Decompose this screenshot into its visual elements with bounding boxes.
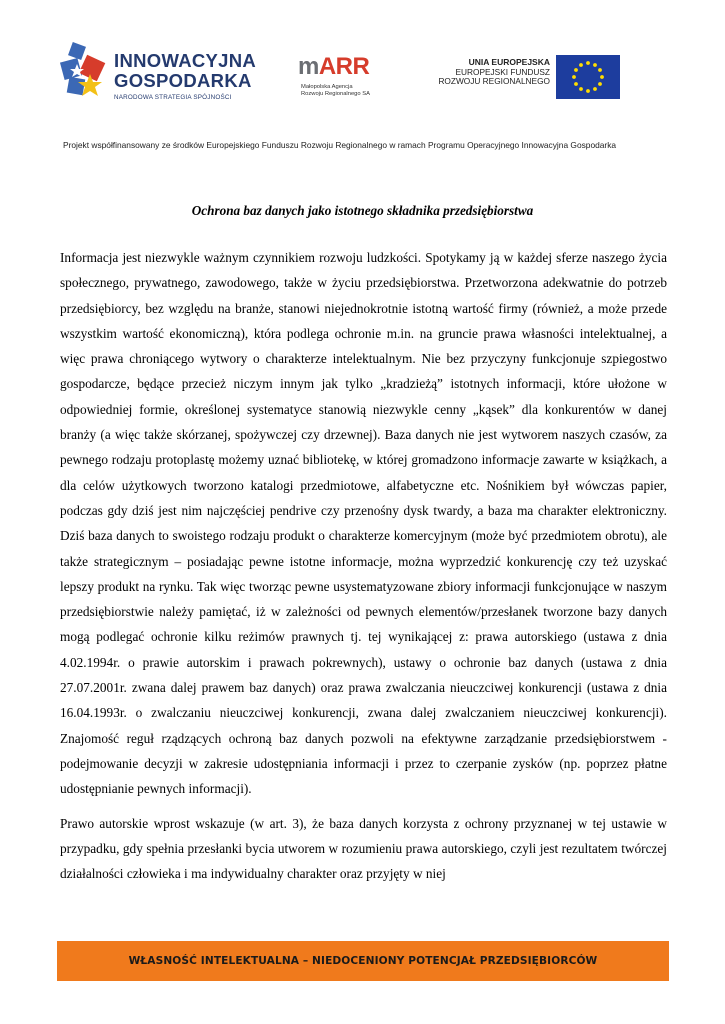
ig-logo-line2: GOSPODARKA xyxy=(114,70,252,91)
marr-wordmark xyxy=(298,55,369,79)
cofinancing-note: Projekt współfinansowany ze środków Europejskiego Funduszu Rozwoju Regionalnego w ramach Programu Operacyjnego Innowacyjna Gospodarka xyxy=(63,140,617,150)
marr-arr: ARR xyxy=(318,53,370,80)
document-body xyxy=(60,245,667,895)
eu-logo-text xyxy=(420,58,550,87)
marr-subtitle-2: Rozwoju Regionalnego SA xyxy=(301,91,370,97)
eu-flag-icon xyxy=(556,55,620,99)
header-logos xyxy=(0,0,725,125)
marr-m: m xyxy=(298,53,319,80)
marr-subtitle-1: Małopolska Agencja xyxy=(301,84,353,90)
marr-logo xyxy=(298,55,398,105)
footer-banner xyxy=(57,941,669,981)
paragraph-2: Prawo autorskie wprost wskazuje (w art. 3), że baza danych korzysta z ochrony przyznanej w tej ustawie w przypadku, gdy spełnia przesłanki bycia utworem w rozumieniu prawa autorskiego, czyli jest rezultatem twórczej działalności człowieka i ma indywidualny charakter oraz przyjęty w niej xyxy=(60,815,667,882)
eu-line1: UNIA EUROPEJSKA xyxy=(468,57,550,67)
eu-line2: EUROPEJSKI FUNDUSZ xyxy=(455,66,550,77)
ig-logo-subtitle: NARODOWA STRATEGIA SPÓJNOŚCI xyxy=(114,94,232,101)
eu-line3: ROZWOJU REGIONALNEGO xyxy=(438,76,550,87)
document-title: Ochrona baz danych jako istotnego składnika przedsiębiorstwa xyxy=(191,203,534,218)
ig-star-mark-icon xyxy=(60,40,112,102)
innowacyjna-gospodarka-logo xyxy=(60,40,260,102)
paragraph-1: Informacja jest niezwykle ważnym czynnikiem rozwoju ludzkości. Spotykamy ją w każdej sferze naszego życia społecznego, prywatnego, zawodowego, także w życiu przedsiębiorstwa. Przetworzona adekwatnie do potrzeb przedsiębiorcy, bez względu na branże, stanowi niejednokrotnie istotną wartość firmy (również, a może przede wszystkim wartość ekonomiczną), która podlega ochronie m.in. na gruncie prawa własności intelektualnej, a więc prawa chroniącego wytwory o charakterze intelektualnym. Nie bez przyczyny funkcjonuje szpiegostwo gospodarcze, będące przecież niczym innym jak tylko „kradzieżą” istotnych informacji, które ułożone w odpowiedniej formie, określonej systematyce stanowią niezwykle cenny „kąsek” dla konkurentów w danej branży (a więc także skórzanej, spożywczej czy drzewnej). Baza danych nie jest wytworem naszych czasów, za pewnego rodzaju protoplastę możemy uznać bibliotekę, w której gromadzono informacje zawarte w książkach, a dla celów użytkowych tworzono katalogi przedmiotowe, alfabetyczne etc. Nośnikiem był wówczas papier, podczas gdy dziś jest nim najczęściej pendrive czy przenośny dysk twardy, a baza ma charakter elektroniczny. Dziś baza danych to swoistego rodzaju produkt o charakterze komercyjnym (może być przedmiotem obrotu), ale także strategicznym – posiadając pewne istotne informacje, można wyprzedzić konkurencję czy też uzyskać lepszy produkt na rynku. Tak więc tworząc pewne usystematyzowane zbiory informacji funkcjonujące w naszym przedsiębiorstwie należy pamiętać, iż w zależności od pewnych elementów/przesłanek tworzone bazy danych mogą podlegać ochronie kilku reżimów prawnych tj. tej wynikającej z: prawa autorskiego (ustawa z dnia 4.02.1994r. o prawie autorskim i prawach pokrewnych), ustawy o ochronie baz danych (ustawa z dnia 27.07.2001r. zwana dalej prawem baz danych) oraz prawa zwalczania nieuczciwej konkurencji (ustawa z dnia 16.04.1993r. o zwalczaniu nieuczciwej konkurencji, zwana dalej zwalczaniem nieuczciwej konkurencji). Znajomość reguł rządzących ochroną baz danych pozwoli na efektywne zarządzanie przedsiębiorstwem - podejmowanie decyzji w zakresie udostępniania informacji i przez to czerpanie zysków (np. poprzez płatne udostępnianie pewnych informacji). xyxy=(60,250,667,797)
footer-banner-text: WŁASNOŚĆ INTELEKTUALNA – NIEDOCENIONY POTENCJAŁ PRZEDSIĘBIORCÓW xyxy=(128,955,598,967)
ig-logo-line1: INNOWACYJNA xyxy=(114,50,257,71)
